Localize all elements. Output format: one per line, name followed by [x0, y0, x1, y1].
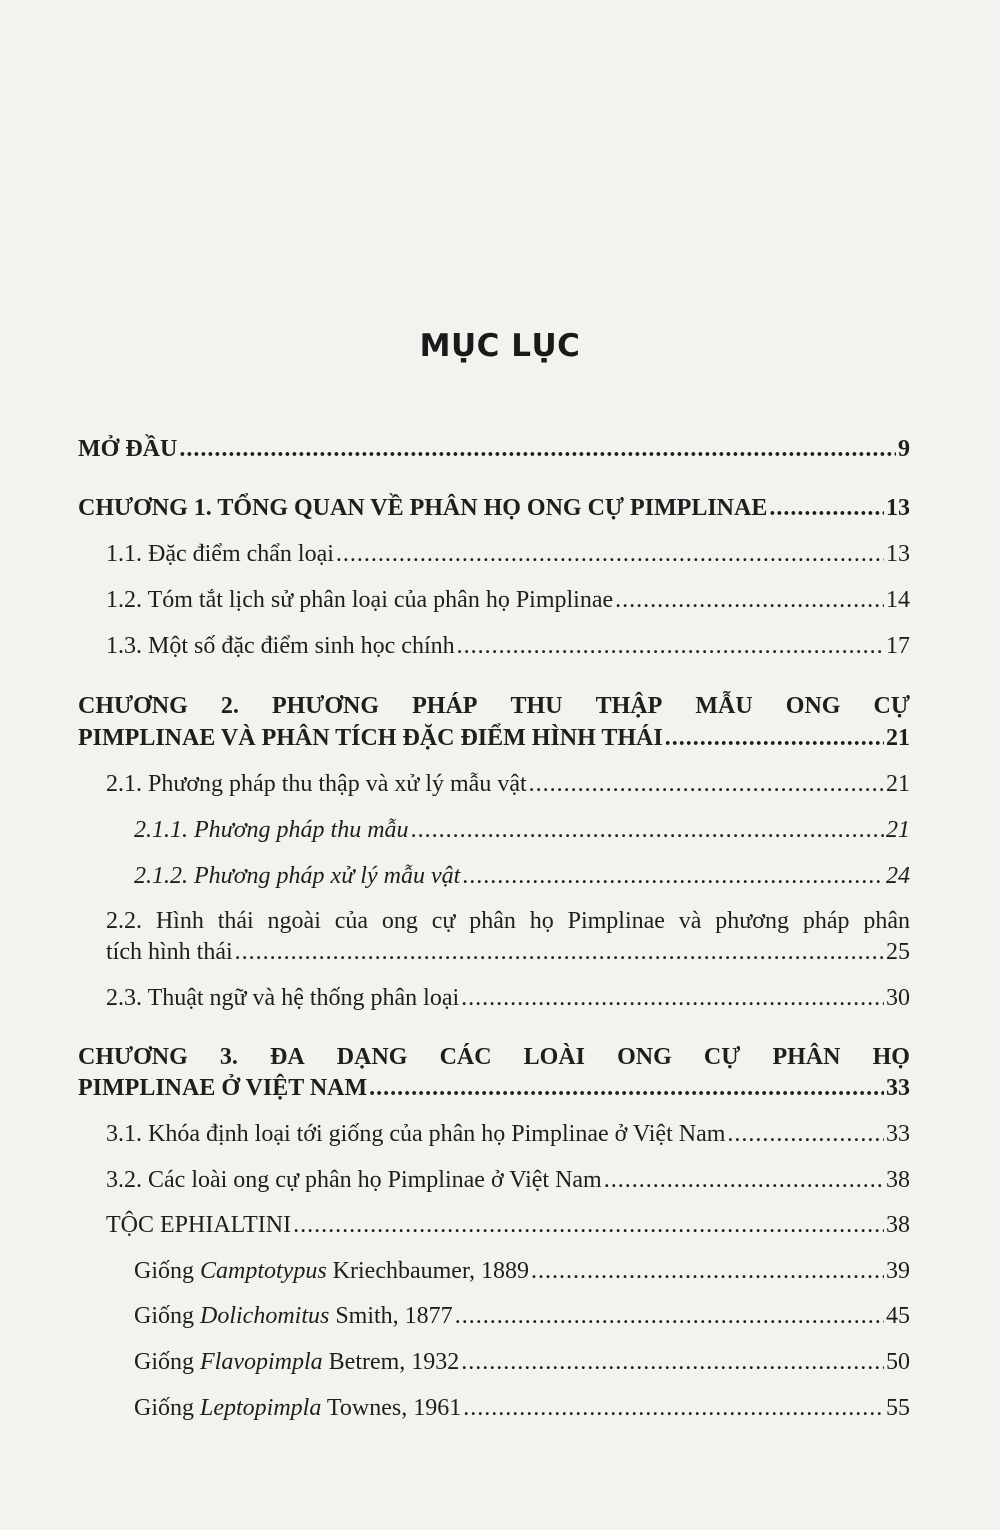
dot-leader: [604, 1165, 884, 1195]
toc-entry-page: 17: [886, 633, 910, 659]
word: DẠNG: [336, 1044, 408, 1070]
toc-entry-label: 1.2. Tóm tắt lịch sử phân loại của phân họ Pimplinae: [106, 587, 614, 613]
toc-entry-genus-flavopimpla[interactable]: [134, 1347, 910, 1377]
word: PHÂN: [772, 1044, 841, 1070]
toc-entry-1-1[interactable]: [106, 539, 910, 569]
toc-entry-2-1-1[interactable]: [134, 815, 910, 845]
toc-entry-label: [134, 1256, 529, 1286]
toc-entry-page: 14: [886, 587, 910, 613]
dot-leader: [179, 434, 896, 464]
dot-leader: [531, 1256, 884, 1286]
toc-entry-chapter-2-line1[interactable]: [78, 691, 910, 721]
toc-entry-page: 21: [886, 817, 910, 843]
dot-leader: [615, 585, 884, 615]
word: 3.: [219, 1044, 238, 1070]
word: HỌ: [872, 1044, 910, 1070]
word: PHƯƠNG: [271, 693, 380, 719]
toc-entry-label: tích hình thái: [106, 939, 233, 965]
dot-leader: [293, 1210, 884, 1240]
toc-entry-page: 21: [886, 725, 910, 751]
word: THU: [510, 693, 563, 719]
toc-entry-chapter-1[interactable]: [78, 493, 910, 523]
toc-entry-chapter-3-line1[interactable]: [78, 1042, 910, 1072]
word: 2.: [220, 693, 239, 719]
toc-entry-3-1[interactable]: [106, 1119, 910, 1149]
toc-entry-page: 13: [886, 541, 910, 567]
dot-leader: [461, 983, 884, 1013]
toc-entry-label: 1.1. Đặc điểm chẩn loại: [106, 541, 334, 567]
toc-entry-page: 39: [886, 1258, 910, 1284]
word: CÁC: [439, 1044, 492, 1070]
word: ONG: [617, 1044, 672, 1070]
toc-entry-2-2-line2[interactable]: [106, 937, 910, 967]
toc-entry-2-3[interactable]: [106, 983, 910, 1013]
toc-entry-mo-dau[interactable]: [78, 434, 910, 464]
genus-prefix: Giống: [134, 1395, 200, 1421]
dot-leader: [462, 861, 884, 891]
toc-entry-page: 38: [886, 1212, 910, 1238]
dot-leader: [461, 1347, 884, 1377]
genus-author: Betrem, 1932: [322, 1349, 460, 1375]
word: ĐA: [270, 1044, 305, 1070]
toc-entry-chapter-3-line2[interactable]: [78, 1073, 910, 1103]
dot-leader: [457, 631, 884, 661]
toc-entry-page: 45: [886, 1303, 910, 1329]
toc-entry-1-3[interactable]: [106, 631, 910, 661]
toc-entry-label: TỘC EPHIALTINI: [106, 1212, 292, 1238]
toc-entry-label: PIMPLINAE Ở VIỆT NAM: [78, 1075, 368, 1101]
toc-entry-genus-camptotypus[interactable]: [134, 1256, 910, 1286]
toc-entry-page: 13: [886, 495, 910, 521]
dot-leader: [727, 1119, 884, 1149]
toc-entry-label: 3.2. Các loài ong cự phân họ Pimplinae ở Việt Nam: [106, 1167, 602, 1193]
toc-entry-page: 55: [886, 1395, 910, 1421]
toc-entry-label: CHƯƠNG 1. TỔNG QUAN VỀ PHÂN HỌ ONG CỰ PIMPLINAE: [78, 495, 768, 521]
word: CHƯƠNG: [78, 1044, 188, 1070]
dot-leader: [369, 1073, 884, 1103]
toc-entry-page: 9: [898, 436, 910, 462]
toc-entry-label: 3.1. Khóa định loại tới giống của phân họ Pimplinae ở Việt Nam: [106, 1121, 726, 1147]
dot-leader: [235, 937, 884, 967]
word: PHÁP: [412, 693, 478, 719]
toc-entry-page: 24: [886, 863, 910, 889]
genus-prefix: Giống: [134, 1303, 200, 1329]
toc-entry-page: 38: [886, 1167, 910, 1193]
toc-entry-label: 1.3. Một số đặc điểm sinh học chính: [106, 633, 455, 659]
dot-leader: [463, 1393, 884, 1423]
word: MẪU: [695, 693, 753, 719]
genus-prefix: Giống: [134, 1258, 200, 1284]
toc-entry-label: 2.1. Phương pháp thu thập và xử lý mẫu vật: [106, 771, 527, 797]
toc-entry-label: 2.1.2. Phương pháp xử lý mẫu vật: [134, 863, 461, 889]
genus-name: Dolichomitus: [200, 1303, 330, 1329]
toc-entry-3-2[interactable]: [106, 1165, 910, 1195]
toc-entry-2-2-line1[interactable]: 2.2. Hình thái ngoài của ong cự phân họ Pimplinae và phương pháp phân: [106, 908, 910, 934]
genus-author: Smith, 1877: [329, 1303, 453, 1329]
dot-leader: [665, 723, 884, 753]
genus-prefix: Giống: [134, 1349, 200, 1375]
toc-entry-2-1-2[interactable]: [134, 861, 910, 891]
toc-entry-label: PIMPLINAE VÀ PHÂN TÍCH ĐẶC ĐIỂM HÌNH THÁI: [78, 725, 663, 751]
toc-entry-label: [134, 1393, 461, 1423]
toc-entry-label: [134, 1347, 459, 1377]
toc-entry-page: 21: [886, 771, 910, 797]
dot-leader: [769, 493, 884, 523]
toc-entry-page: 50: [886, 1349, 910, 1375]
genus-name: Flavopimpla: [200, 1349, 323, 1375]
toc-entry-page: 33: [886, 1075, 910, 1101]
page-title: MỤC LỤC: [419, 328, 581, 364]
toc-entry-label: 2.3. Thuật ngữ và hệ thống phân loại: [106, 985, 460, 1011]
toc-entry-label: MỞ ĐẦU: [78, 436, 178, 462]
toc-entry-2-1[interactable]: [106, 769, 910, 799]
word: CHƯƠNG: [78, 693, 188, 719]
word: CỰ: [873, 693, 910, 719]
dot-leader: [529, 769, 884, 799]
genus-author: Kriechbaumer, 1889: [326, 1258, 529, 1284]
toc-entry-genus-leptopimpla[interactable]: [134, 1393, 910, 1423]
toc-entry-chapter-2-line2[interactable]: [78, 723, 910, 753]
toc-entry-page: 33: [886, 1121, 910, 1147]
word: CỰ: [703, 1044, 741, 1070]
dot-leader: [411, 815, 884, 845]
toc-entry-label: 2.1.1. Phương pháp thu mẫu: [134, 817, 409, 843]
word: THẬP: [595, 693, 663, 719]
genus-name: Camptotypus: [200, 1258, 327, 1284]
toc-entry-page: 30: [886, 985, 910, 1011]
genus-name: Leptopimpla: [200, 1395, 322, 1421]
toc-entry-genus-dolichomitus[interactable]: [134, 1301, 910, 1331]
toc-entry-label: [134, 1301, 453, 1331]
word: LOÀI: [523, 1044, 586, 1070]
toc-entry-tribe-ephialtini[interactable]: [106, 1210, 910, 1240]
toc-entry-page: 25: [886, 939, 910, 965]
word: ONG: [785, 693, 841, 719]
dot-leader: [455, 1301, 884, 1331]
toc-entry-1-2[interactable]: [106, 585, 910, 615]
dot-leader: [336, 539, 884, 569]
genus-author: Townes, 1961: [321, 1395, 462, 1421]
